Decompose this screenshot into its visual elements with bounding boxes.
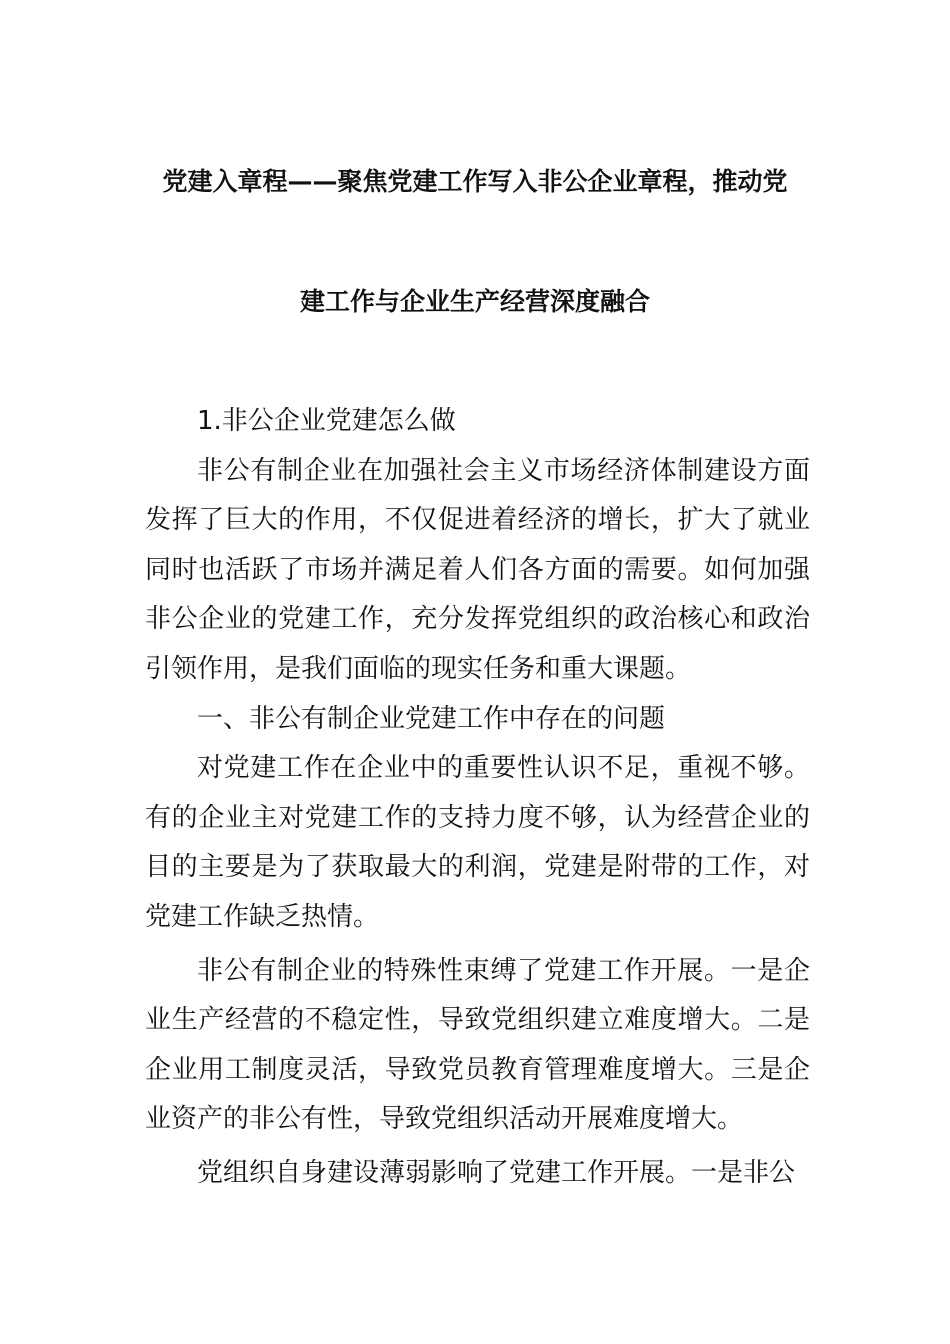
body-paragraph: 非公有制企业的特殊性束缚了党建工作开展。一是企业生产经营的不稳定性，导致党组织建立难度增大。二是企业用工制度灵活，导致党员教育管理难度增大。三是企业资产的非公有性，导致党组织活动开展难度增大。 <box>145 955 810 1135</box>
body-paragraph: 对党建工作在企业中的重要性认识不足，重视不够。有的企业主对党建工作的支持力度不够，认为经营企业的目的主要是为了获取最大的利润，党建是附带的工作，对党建工作缺乏热情。 <box>145 753 810 932</box>
document-body <box>145 397 810 1199</box>
section-heading: 一、非公有制企业党建工作中存在的问题 <box>197 703 666 734</box>
section-heading: 1.非公企业党建怎么做 <box>197 406 456 436</box>
body-paragraph: 党组织自身建设薄弱影响了党建工作开展。一是非公 <box>197 1157 796 1188</box>
document-title-line-2: 建工作与企业生产经营深度融合 <box>299 287 650 316</box>
document-title-line-1: 党建入章程——聚焦党建工作写入非公企业章程，推动党 <box>162 167 788 196</box>
body-paragraph: 非公有制企业在加强社会主义市场经济体制建设方面发挥了巨大的作用，不仅促进着经济的增长，扩大了就业同时也活跃了市场并满足着人们各方面的需要。如何加强非公企业的党建工作，充分发挥党组织的政治核心和政治引领作用，是我们面临的现实任务和重大课题。 <box>145 455 810 684</box>
